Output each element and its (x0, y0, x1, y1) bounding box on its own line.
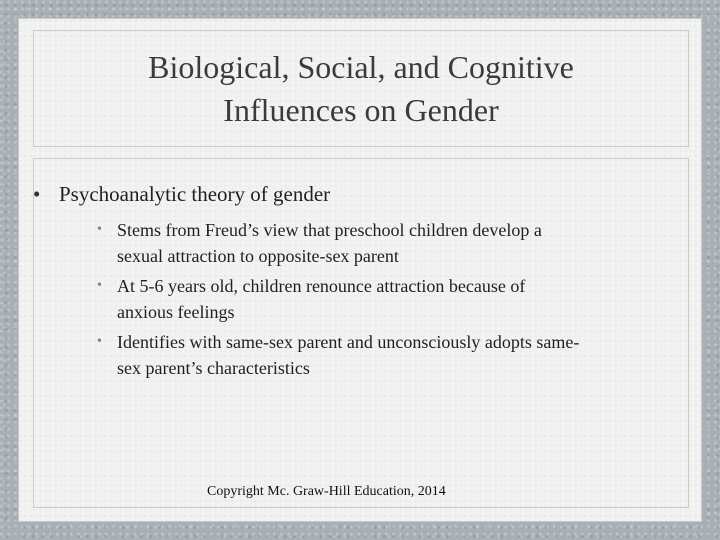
copyright-footer: Copyright Mc. Graw-Hill Education, 2014 (207, 484, 446, 499)
sub-bullet-icon: • (97, 278, 102, 293)
main-bullet-item (33, 180, 330, 208)
sub-bullet-line-2: sex parent’s characteristics (117, 358, 310, 378)
sub-bullet-list (97, 217, 697, 385)
sub-bullet-item (97, 217, 697, 269)
sub-bullet-line-2: anxious feelings (117, 302, 235, 322)
slide-title (148, 46, 574, 132)
sub-bullet-icon: • (97, 222, 102, 237)
slide (18, 18, 702, 522)
bullet-icon: • (33, 182, 41, 206)
slide-title-line-2: Influences on Gender (223, 91, 499, 128)
slide-title-line-1: Biological, Social, and Cognitive (148, 48, 574, 85)
sub-bullet-item (97, 329, 697, 381)
sub-bullet-line-1: Stems from Freud’s view that preschool children develop a (117, 220, 542, 240)
sub-bullet-line-2: sexual attraction to opposite-sex parent (117, 246, 399, 266)
sub-bullet-icon: • (97, 334, 102, 349)
sub-bullet-line-1: At 5-6 years old, children renounce attraction because of (117, 276, 526, 296)
title-placeholder (33, 30, 689, 147)
sub-bullet-item (97, 273, 697, 325)
main-bullet-text: Psychoanalytic theory of gender (59, 182, 331, 206)
sub-bullet-line-1: Identifies with same-sex parent and unconsciously adopts same- (117, 332, 580, 352)
